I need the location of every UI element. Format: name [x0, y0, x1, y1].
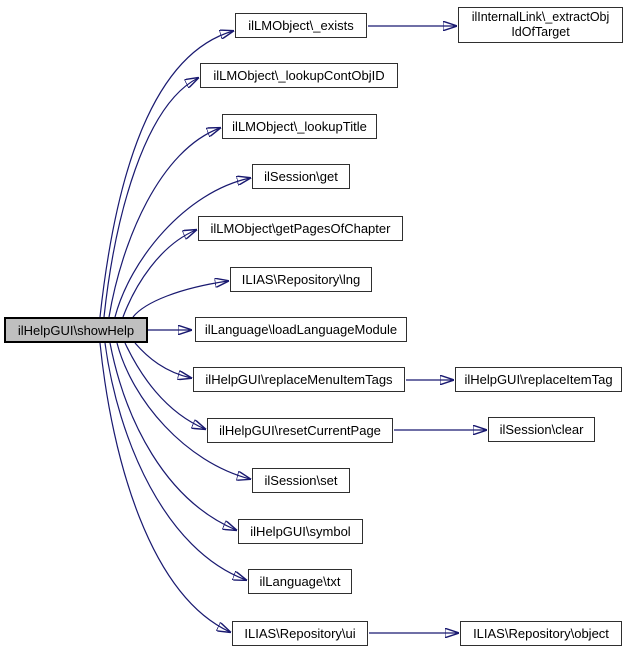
- edge-showhelp-replacemenuitemtags: [135, 343, 191, 378]
- node-illmobject-getpagesofchapter[interactable]: ilLMObject\getPagesOfChapter: [198, 216, 403, 241]
- node-ilias-repository-object[interactable]: ILIAS\Repository\object: [460, 621, 622, 646]
- node-label-line: IdOfTarget: [511, 25, 570, 39]
- node-illmobject-lookupcontobjid[interactable]: ilLMObject\_lookupContObjID: [200, 63, 398, 88]
- node-label-line: ilInternalLink\_extractObj: [471, 10, 610, 24]
- node-ilsession-set[interactable]: ilSession\set: [252, 468, 350, 493]
- node-ilinternallink-extractobjidoftarget[interactable]: [458, 7, 623, 43]
- node-illmobject-lookuptitle[interactable]: ilLMObject\_lookupTitle: [222, 114, 377, 139]
- node-illmobject-exists[interactable]: ilLMObject\_exists: [235, 13, 367, 38]
- node-ilhelpgui-showhelp: ilHelpGUI\showHelp: [4, 317, 148, 343]
- node-ilhelpgui-replaceitemtag[interactable]: ilHelpGUI\replaceItemTag: [455, 367, 622, 392]
- edge-showhelp-sessionget: [115, 178, 250, 317]
- node-ilhelpgui-symbol[interactable]: ilHelpGUI\symbol: [238, 519, 363, 544]
- edge-showhelp-getpagesofchapter: [123, 230, 196, 317]
- edge-showhelp-lookupcontobjid: [104, 78, 198, 317]
- node-illanguage-loadlanguagemodule[interactable]: ilLanguage\loadLanguageModule: [195, 317, 407, 342]
- node-ilhelpgui-resetcurrentpage[interactable]: ilHelpGUI\resetCurrentPage: [207, 418, 393, 443]
- node-illanguage-txt[interactable]: ilLanguage\txt: [248, 569, 352, 594]
- node-ilsession-get[interactable]: ilSession\get: [252, 164, 350, 189]
- node-ilias-repository-lng[interactable]: ILIAS\Repository\lng: [230, 267, 372, 292]
- node-ilsession-clear[interactable]: ilSession\clear: [488, 417, 595, 442]
- node-ilhelpgui-replacemenuitemtags[interactable]: ilHelpGUI\replaceMenuItemTags: [193, 367, 405, 392]
- edge-showhelp-repositorylng: [133, 281, 228, 317]
- node-ilias-repository-ui[interactable]: ILIAS\Repository\ui: [232, 621, 368, 646]
